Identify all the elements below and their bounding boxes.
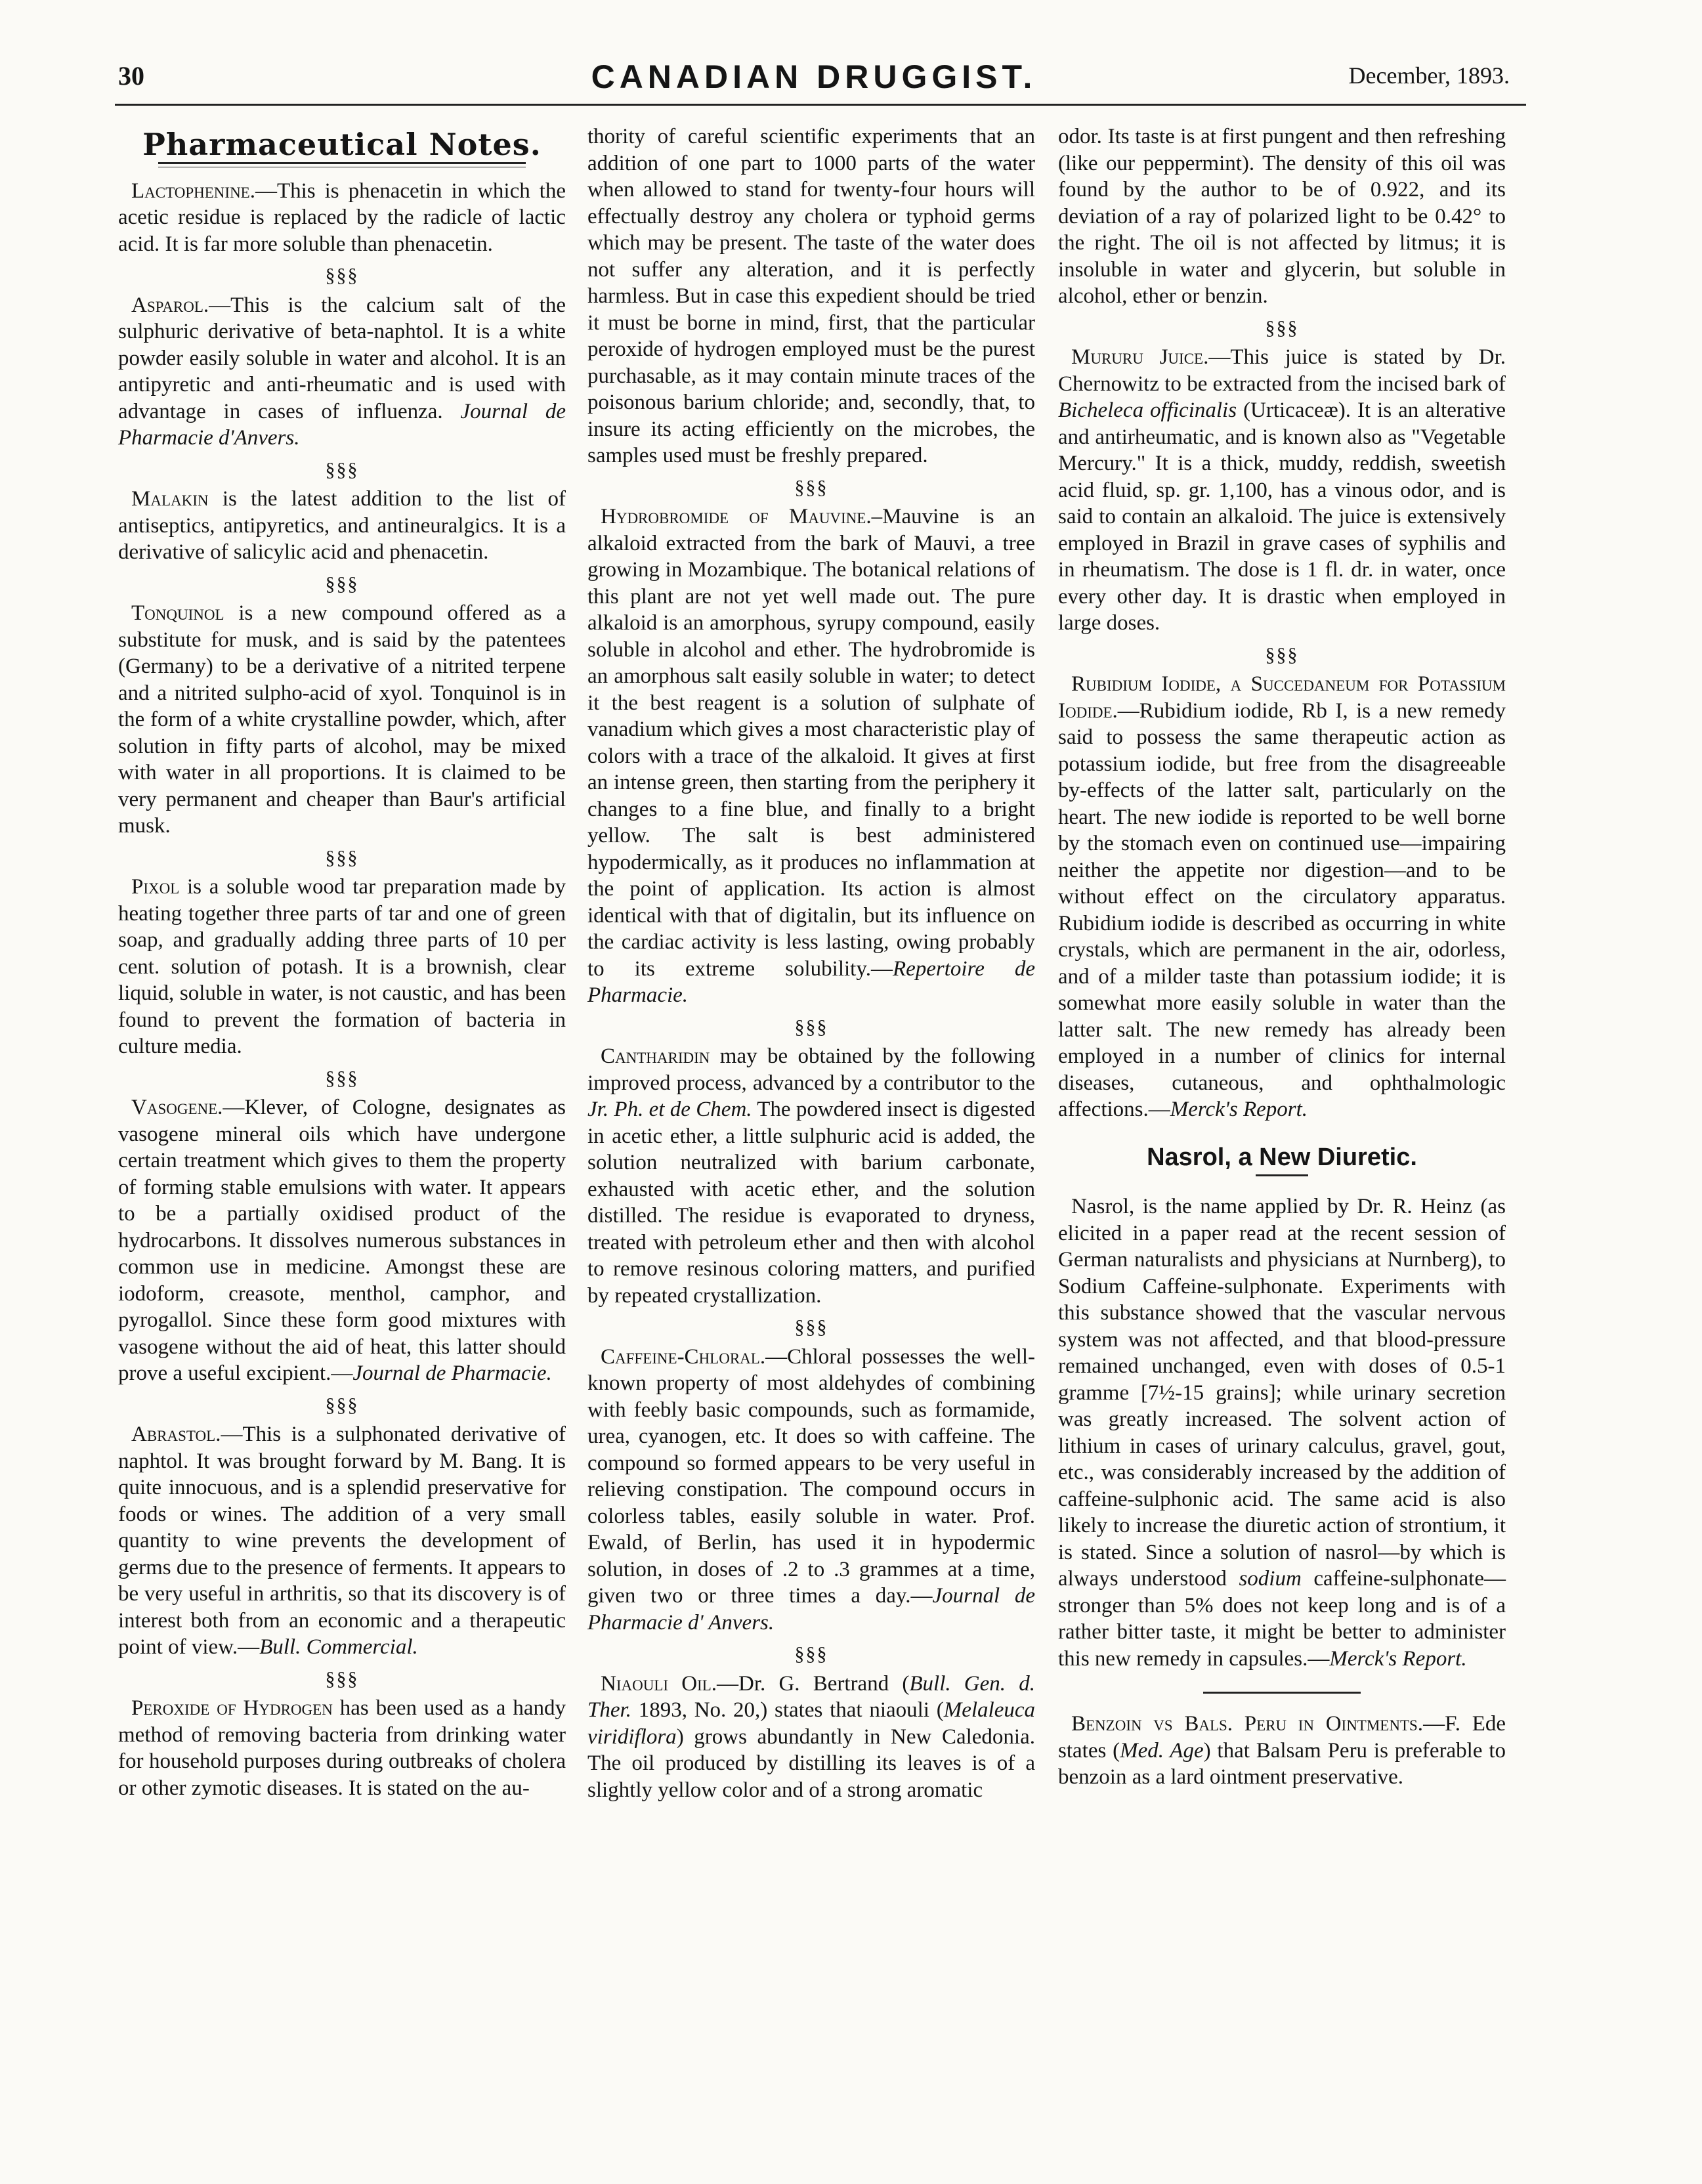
note-asparol (118, 292, 566, 452)
journal-title: CANADIAN DRUGGIST. (591, 58, 1037, 95)
note-term: Vasogene. (131, 1096, 223, 1119)
note-species: Bicheleca officinalis (1058, 398, 1237, 422)
note-text: —F. Ede states ( (1058, 1712, 1506, 1763)
note-term: Tonquinol (131, 601, 224, 625)
column-2 (587, 123, 1035, 1803)
note-term: Lactophenine. (131, 179, 255, 203)
note-abrastol (118, 1421, 566, 1661)
note-benzoin (1058, 1711, 1506, 1791)
note-text: —Dr. G. Bertrand ( (717, 1671, 910, 1696)
note-text-2: (Urticaceæ). It is an alterative and antirheumatic, and is known also as "Vegetable Mercury." It is a thick, muddy, reddish, sweetish acid fluid, sp. gr. 1,100, has a vinous odor, and is said to contain an alkaloid. The juice is extensively employed in Brazil in grave cases of syphilis and in rheumatism. The dose is 1 fl. dr. in water, once every other day. It is drastic when employed in large doses. (1058, 398, 1506, 635)
header-rule (115, 104, 1526, 106)
note-cantharidin (587, 1043, 1035, 1309)
note-text: has been used as a handy method of removing bacteria from drinking water for household purposes during outbreaks of cholera or other zymotic diseases. It is stated on the au- (118, 1696, 566, 1800)
running-header (118, 60, 1510, 100)
note-term: Asparol. (131, 293, 209, 317)
note-text: —Klever, of Cologne, designates as vasogene mineral oils which have undergone certain treatment which gives to them the property of forming stable emulsions with water. It appears to be a partially oxidised product of the hydrocarbons. It dissolves numerous substances in common use in medicine. Amongst these are iodoform, creasote, menthol, camphor, and pyrogallol. Since these form good mixtures with vasogene without the aid of heat, this latter should prove a useful excipient.— (118, 1096, 566, 1385)
section-mark: §§§ (325, 1667, 359, 1690)
note-source: Bull. Commercial. (259, 1635, 418, 1659)
section-mark: §§§ (325, 265, 359, 286)
note-term: Niaouli Oil. (601, 1671, 717, 1696)
note-ref: Bull. Gen. d. Ther. (587, 1671, 1035, 1722)
note-niaouli (587, 1671, 1035, 1804)
note-source: Journal de Pharmacie d' Anvers. (587, 1584, 1035, 1635)
note-text: —Rubidium iodide, Rb I, is a new remedy said to possess the same therapeutic action as potassium iodide, but free from the disagreeable by-effects of the latter salt, particularly on the heart. The new iodide is reported to be well borne by the stomach even on continued use—impairing neither the appetite nor digestion—and to be without effect on the circulatory apparatus. Rubidium iodide is described as occurring in white crystals, which are permanent in the air, odorless, and of a milder taste than potassium iodide; it is somewhat more easily soluble in water than the latter salt. The new remedy has already been employed in a number of clinics for internal diseases, cutaneous, and ophthalmologic affections.— (1058, 698, 1506, 1121)
note-niaouli-continued: odor. Its taste is at first pungent and then refreshing (like our peppermint). The density of this oil was found by the author to be of 0.922, and its deviation of a ray of polarized light to be 0.42° to the right. The oil is not affected by litmus; it is insoluble in water and glycerin, but soluble in alcohol, ether or benzin. (1058, 125, 1506, 308)
note-text-2: The powdered insect is digested in acetic ether, a little sulphuric acid is added, the solution neutralized with barium carbonate, exhausted with acetic ether, and the solution distilled. The residue is evaporated to dryness, treated with petroleum ether and then with alcohol to remove resinous coloring matters, and purified by repeated crystallization. (587, 1098, 1035, 1308)
article-source: Merck's Report. (1329, 1646, 1467, 1671)
note-journal: Jr. Ph. et de Chem. (587, 1098, 752, 1121)
article-divider (1203, 1692, 1361, 1694)
section-mark: §§§ (794, 1316, 828, 1338)
section-mark: §§§ (794, 1643, 828, 1665)
section-title: Pharmaceutical Notes. (142, 127, 542, 162)
note-term: Pixol (131, 875, 180, 899)
note-text: –Mauvine is an alkaloid extracted from the bark of Mauvi, a tree growing in Mozambique. The botanical relations of this plant are not yet well made out. The pure alkaloid is an amorphous, syrupy compound, easily soluble in alcohol and ether. The hydrobromide is an amorphous salt easily soluble in water; to detect it the best reagent is a solution of sulphate of vanadium which gives a most characteristic play of colors with a trace of the alkaloid. It gives at first an intense green, then starting from the periphery it changes to a fine blue, and finally to a bright yellow. The salt is best administered hypodermically, as it produces no inflammation at the point of application. Its action is almost identical with that of digitalin, but its influence on the cardiac activity is less lasting, owing probably to its extreme solubility.— (587, 505, 1035, 981)
note-species: Melaleuca viridiflora (587, 1698, 1035, 1749)
note-term: Peroxide of Hydrogen (131, 1696, 333, 1720)
note-vasogene (118, 1094, 566, 1387)
note-caffeine-chloral (587, 1344, 1035, 1637)
section-mark: §§§ (794, 476, 828, 498)
note-lactophenine (118, 178, 566, 258)
note-ref: Med. Age (1120, 1738, 1204, 1763)
note-text: may be obtained by the following improved process, advanced by a contributor to the (587, 1044, 1035, 1095)
section-mark: §§§ (325, 458, 359, 481)
note-peroxide (118, 1695, 566, 1801)
nasrol-title: Nasrol, a New Diuretic. (1147, 1143, 1417, 1171)
note-term: Benzoin vs Bals. Peru in Ointments. (1071, 1712, 1424, 1736)
note-term: Caffeine-Chloral. (601, 1344, 766, 1369)
section-mark: §§§ (1265, 643, 1299, 666)
section-mark: §§§ (325, 846, 359, 868)
note-source: Journal de Pharmacie d'Anvers. (118, 399, 566, 450)
note-text: is the latest addition to the list of antiseptics, antipyretics, and antineuralgics. It is a derivative of salicylic acid and phenacetin. (118, 487, 566, 564)
note-rubidium (1058, 671, 1506, 1123)
column-3 (1058, 123, 1506, 1791)
note-text: —This juice is stated by Dr. Chernowitz to be extracted from the incised bark of (1058, 345, 1506, 396)
note-mauvine (587, 503, 1035, 1009)
note-text-3: ) grows abundantly in New Caledonia. The oil produced by distilling its leaves is of a slightly yellow color and of a strong aromatic (587, 1724, 1035, 1802)
article-text-2: caffeine-sulphonate—stronger than 5% does not keep long and is of a rather bitter taste, it might be better to administer this new remedy in capsules.— (1058, 1567, 1506, 1671)
title-double-rule (158, 162, 525, 167)
article-emphasis: sodium (1239, 1567, 1302, 1591)
note-term: Malakin (131, 487, 209, 511)
section-mark: §§§ (325, 572, 359, 595)
note-pixol (118, 874, 566, 1060)
note-term: Rubidium Iodide, a Succedaneum for Potassium Iodide. (1058, 672, 1506, 723)
issue-date: December, 1893. (1348, 62, 1510, 89)
note-text: —This is the calcium salt of the sulphuric derivative of beta-naphtol. It is a white powder easily soluble in water and alcohol. It is an antipyretic and anti-rheumatic and is used with advantage in cases of influenza. (118, 293, 566, 423)
note-text: is a new compound offered as a substitute for musk, and is said by the patentees (Germany) to be a derivative of a nitrited terpene and a nitrited sulpho-acid of xyol. Tonquinol is in the form of a white crystalline powder, which, after solution in fifty parts of alcohol, may be mixed with water in all proportions. It is claimed to be very permanent and cheaper than Baur's artificial musk. (118, 601, 566, 838)
title-rule (1256, 1174, 1308, 1176)
note-text: is a soluble wood tar preparation made by heating together three parts of tar and one of green soap, and gradually adding three parts of 10 per cent. solution of potash. It is a brownish, clear liquid, soluble in water, is not caustic, and has been found to prevent the formation of bacteria in culture media. (118, 875, 566, 1058)
note-text: —This is phenacetin in which the acetic residue is replaced by the radicle of lactic acid. It is far more soluble than phenacetin. (118, 179, 566, 256)
note-term: Hydrobromide of Mauvine. (601, 505, 872, 528)
note-tonquinol (118, 600, 566, 840)
section-mark: §§§ (325, 1394, 359, 1416)
article-text: Nasrol, is the name applied by Dr. R. Heinz (as elicited in a paper read at the recent session of German naturalists and physicians at Nurnberg), to Sodium Caffeine-sulphonate. Experiments with this substance showed that the vascular nervous system was not affected, and that blood-pressure remained unchanged, even with doses of 0.5-1 gramme [7½-15 grains]; while urinary secretion was greatly increased. The solvent action of lithium in cases of urinary calculus, gravel, gout, etc., was considerably increased by the addition of caffeine-sulphonic acid. The same acid is also likely to increase the diuretic action of strontium, it is stated. Since a solution of nasrol—by which is always understood (1058, 1195, 1506, 1591)
note-term: Abrastol. (131, 1423, 221, 1446)
note-term: Mururu Juice. (1071, 345, 1209, 369)
note-source: Journal de Pharmacie. (352, 1361, 552, 1385)
section-mark: §§§ (794, 1016, 828, 1038)
note-text-2: 1893, No. 20,) states that niaouli ( (631, 1698, 944, 1722)
column-1 (118, 127, 566, 1801)
nasrol-article (1058, 1193, 1506, 1672)
note-mururu (1058, 344, 1506, 637)
note-peroxide-continued: thority of careful scientific experiments that an addition of one part to 1000 parts of the water when allowed to stand for twenty-four hours will effectually destroy any cholera or typhoid germs which may be present. The taste of the water does not suffer any alteration, and it is perfectly harmless. But in case this expedient should be tried it must be borne in mind, first, that the particular peroxide of hydrogen employed must be the purest purchasable, as it may contain minute traces of the poisonous barium chloride; and, secondly, that, to insure its acting efficiently on the microbes, the samples used must be freshly prepared. (587, 125, 1035, 467)
note-source: Repertoire de Pharmacie. (587, 956, 1036, 1007)
page-number: 30 (118, 61, 144, 91)
note-text-2: ) that Balsam Peru is preferable to benzoin as a lard ointment preservative. (1058, 1738, 1506, 1789)
note-term: Cantharidin (601, 1044, 710, 1068)
note-source: Merck's Report. (1170, 1098, 1308, 1121)
section-mark: §§§ (1265, 316, 1299, 339)
section-mark: §§§ (325, 1067, 359, 1089)
note-malakin (118, 486, 566, 566)
note-text: —Chloral possesses the well-known property of most aldehydes of combining with feebly basic compounds, such as formamide, urea, cyanogen, etc. It does so with caffeine. The compound so formed appears to be very useful in relieving constipation. The compound occurs in colorless tables, easily soluble in water. Prof. Ewald, of Berlin, has used it in hypodermic solution, in doses of .2 to .3 grammes at a time, given two or three times a day.— (587, 1344, 1035, 1608)
note-text: —This is a sulphonated derivative of naphtol. It was brought forward by M. Bang. It is quite innocuous, and is a splendid preservative for foods or wines. The addition of a very small quantity to wine prevents the development of germs due to the presence of ferments. It appears to be very useful in arthritis, so that its discovery is of interest both from an economic and a therapeutic point of view.— (118, 1423, 566, 1659)
